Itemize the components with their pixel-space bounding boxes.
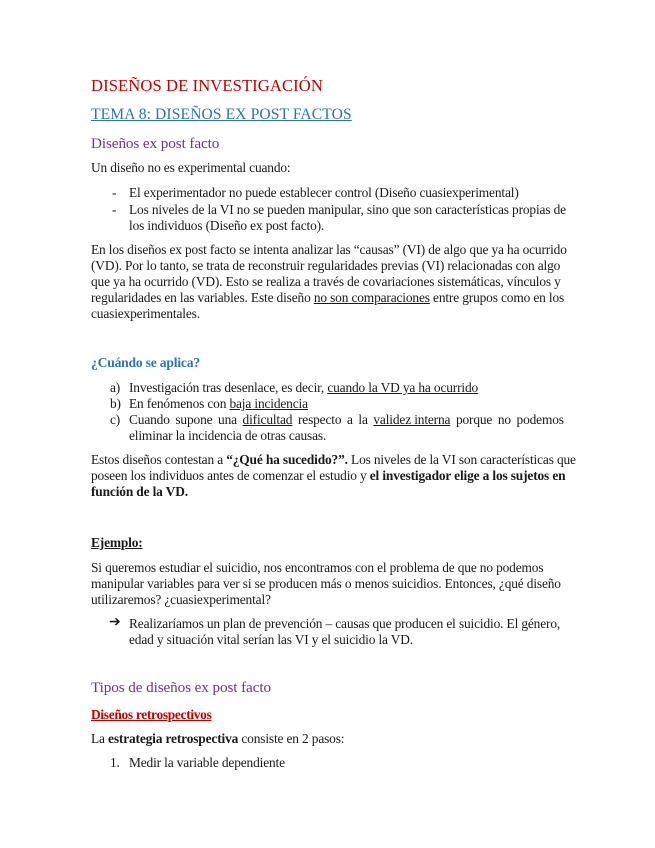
list-item: El experimentador no puede establecer control (Diseño cuasiexperimental) bbox=[129, 185, 519, 200]
list-item-continuation: eliminar la incidencia de otras causas. bbox=[129, 428, 327, 443]
list-marker: 1. bbox=[110, 755, 120, 770]
list-item: En fenómenos con baja incidencia bbox=[129, 396, 308, 411]
list-marker: b) bbox=[110, 396, 121, 411]
arrow-item: Realizaríamos un plan de prevención – causas que producen el suicidio. El género, bbox=[129, 616, 561, 631]
arrow-bullet-icon: ➔ bbox=[109, 615, 121, 630]
list-marker: a) bbox=[110, 380, 121, 395]
chapter-heading: TEMA 8: DISEÑOS EX POST FACTOS bbox=[91, 106, 352, 123]
document-title: DISEÑOS DE INVESTIGACIÓN bbox=[91, 76, 323, 95]
list-marker: c) bbox=[110, 412, 121, 427]
section-heading: Diseños ex post facto bbox=[91, 135, 220, 152]
example-label: Ejemplo: bbox=[91, 535, 143, 550]
list-marker: - bbox=[112, 202, 117, 217]
arrow-item-continuation: edad y situación vital serían las VI y el suicidio la VD. bbox=[129, 632, 413, 647]
list-item: Los niveles de la VI no se pueden manipular, sino que son características propias de bbox=[129, 202, 566, 217]
list-item-continuation: los individuos (Diseño ex post facto). bbox=[129, 218, 325, 233]
list-marker: - bbox=[112, 185, 117, 200]
list-item: Medir la variable dependiente bbox=[129, 755, 285, 770]
paragraph: La estrategia retrospectiva consiste en 2 pasos: bbox=[91, 731, 345, 746]
document-page: DISEÑOS DE INVESTIGACIÓN TEMA 8: DISEÑOS EX POST FACTOS Diseños ex post facto Un diseño no es experimental cuando: - El experimentador no puede establecer control (Diseño cuasiexperimental) - Los niveles de la VI no se pueden manipular, sino que son características propias de los individuos (Diseño ex post facto). En los diseños ex post facto se intenta analizar las “causas” (VI) de algo que ya ha ocurrido (VD). Por lo tanto, se trata de reconstruir regularidades previas (VI) relacionadas con algo que ya ha ocurrido (VD). Esto se realiza a través de covariaciones sistemáticas, vínculos y regularidades en las variables. Este diseño no son comparaciones entre grupos como en los cuasiexperimentales. ¿Cuándo se aplica? a) Investigación tras desenlace, es decir, cuando la VD ya ha ocurrido b) En fenómenos con baja incidencia c) Cuando supone una dificultad respecto a la validez interna porque no podemos eliminar la incidencia de otras causas. Estos diseños contestan a “¿Qué ha sucedido?”. Los niveles de la VI son características que poseen los individuos antes de comenzar el estudio y el investigador elige a los sujetos en función de la VD. Ejemplo: Si queremos estudiar el suicidio, nos encontramos con el problema de que no podemos manipular variables para ver si se producen más o menos suicidios. Entonces, ¿qué diseño utilizaremos? ¿cuasiexperimental? ➔ Realizaríamos un plan de prevención – causas que producen el suicidio. El género, edad y situación vital serían las VI y el suicidio la VD. Tipos de diseños ex post facto Diseños retrospectivos La estrategia retrospectiva consiste en 2 pasos: 1. Medir la variable dependiente bbox=[91, 76, 576, 770]
subsection-heading: Diseños retrospectivos bbox=[91, 707, 212, 722]
subsection-heading: ¿Cuándo se aplica? bbox=[91, 355, 200, 370]
intro-text: Un diseño no es experimental cuando: bbox=[91, 160, 291, 175]
list-item: Cuando supone una dificultad respecto a la validez interna porque no podemos bbox=[129, 412, 564, 427]
list-item: Investigación tras desenlace, es decir, cuando la VD ya ha ocurrido bbox=[129, 380, 479, 395]
section-heading: Tipos de diseños ex post facto bbox=[91, 679, 271, 696]
